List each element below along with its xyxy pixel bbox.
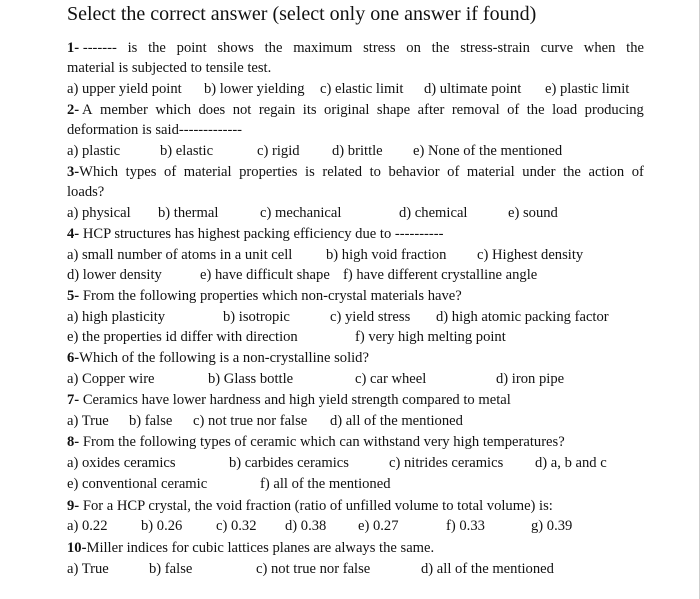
page-title: Select the correct answer (select only one answer if found) [67, 3, 537, 25]
option-a[interactable]: a) high plasticity [67, 309, 166, 325]
question-2-word: shape [376, 102, 411, 118]
option-b[interactable]: b) thermal [158, 205, 219, 221]
question-10-number: 10- [67, 540, 87, 556]
question-3-word: of [631, 164, 644, 180]
question-2-word: its [302, 102, 317, 118]
question-5-text [67, 286, 462, 306]
question-1-word: maximum [293, 40, 353, 56]
question-1-blank: ------- [82, 40, 117, 56]
question-3-word: under [522, 164, 556, 180]
question-3-word: types [125, 164, 157, 180]
question-1-word: is [127, 40, 138, 56]
question-3-word: to [369, 164, 381, 180]
question-2-word: original [324, 102, 370, 118]
option-b[interactable]: b) isotropic [223, 309, 290, 325]
option-b[interactable]: b) false [149, 561, 193, 577]
option-e[interactable]: e) conventional ceramic [67, 476, 208, 492]
option-f[interactable]: f) all of the mentioned [260, 476, 391, 492]
question-8-text [67, 432, 565, 452]
question-9-body: For a HCP crystal, the void fraction (ratio of unfilled volume to total volume) is: [82, 498, 553, 514]
question-3-line-1 [67, 162, 644, 182]
question-1-number: 1- [67, 40, 80, 56]
option-c[interactable]: c) car wheel [355, 371, 427, 387]
option-a[interactable]: a) upper yield point [67, 81, 182, 97]
question-10-text [67, 538, 434, 558]
option-b[interactable]: b) false [129, 413, 173, 429]
option-b[interactable]: b) elastic [160, 143, 214, 159]
question-6-text [67, 348, 369, 368]
question-7-text [67, 390, 511, 410]
option-c[interactable]: c) not true nor false [256, 561, 371, 577]
option-c[interactable]: c) nitrides ceramics [389, 455, 504, 471]
option-c[interactable]: c) mechanical [260, 205, 342, 221]
question-2-word: A [82, 102, 93, 118]
option-d[interactable]: d) brittle [332, 143, 383, 159]
question-2-word: producing [584, 102, 644, 118]
question-3-word: material [183, 164, 232, 180]
option-a[interactable]: a) 0.22 [67, 518, 108, 534]
question-3-word: action [588, 164, 625, 180]
question-4-text [67, 224, 444, 244]
question-1-word: the [264, 40, 283, 56]
option-e[interactable]: e) 0.27 [358, 518, 399, 534]
question-1-word: on [406, 40, 421, 56]
option-d[interactable]: d) all of the mentioned [421, 561, 554, 577]
question-3-lead [67, 162, 118, 182]
option-c[interactable]: c) Highest density [477, 247, 584, 263]
question-3-word: properties [239, 164, 298, 180]
question-1-word: point [176, 40, 207, 56]
question-3-number: 3- [67, 164, 80, 180]
option-d[interactable]: d) 0.38 [285, 518, 327, 534]
option-b[interactable]: b) Glass bottle [208, 371, 294, 387]
option-d[interactable]: d) lower density [67, 267, 162, 283]
option-b[interactable]: b) lower yielding [204, 81, 305, 97]
option-a[interactable]: a) plastic [67, 143, 121, 159]
question-2-word: the [526, 102, 545, 118]
question-2-word: removal [451, 102, 500, 118]
question-3-word: Which [79, 164, 119, 180]
option-d[interactable]: d) a, b and c [535, 455, 607, 471]
option-c[interactable]: c) rigid [257, 143, 300, 159]
question-6-body: Which of the following is a non-crystalline solid? [79, 350, 369, 366]
question-8-number: 8- [67, 434, 80, 450]
question-2-word: load [552, 102, 578, 118]
option-e[interactable]: e) sound [508, 205, 558, 221]
question-2-word: not [232, 102, 252, 118]
question-1-line-1 [67, 38, 644, 58]
question-3-word: of [164, 164, 177, 180]
option-d[interactable]: d) chemical [399, 205, 468, 221]
question-2-word: after [417, 102, 445, 118]
option-d[interactable]: d) all of the mentioned [330, 413, 463, 429]
question-3-word: is [305, 164, 315, 180]
option-f[interactable]: f) have different crystalline angle [343, 267, 538, 283]
question-2-word: does [198, 102, 226, 118]
question-4-number: 4- [67, 226, 80, 242]
option-c[interactable]: c) not true nor false [193, 413, 308, 429]
question-2-word: of [507, 102, 520, 118]
option-b[interactable]: b) high void fraction [326, 247, 447, 263]
question-3-word: material [466, 164, 515, 180]
option-a[interactable]: a) small number of atoms in a unit cell [67, 247, 293, 263]
option-a[interactable]: a) Copper wire [67, 371, 155, 387]
question-1-word: when [583, 40, 616, 56]
option-e[interactable]: e) the properties id differ with direction [67, 329, 298, 345]
question-5-body: From the following properties which non-crystal materials have? [82, 288, 462, 304]
question-9-number: 9- [67, 498, 80, 514]
question-1-word: the [626, 40, 644, 56]
question-3-word: the [563, 164, 581, 180]
question-1-line-2: material is subjected to tensile test. [67, 60, 272, 76]
question-3-word: behavior [388, 164, 440, 180]
option-d[interactable]: d) ultimate point [424, 81, 522, 97]
option-a[interactable]: a) oxides ceramics [67, 455, 176, 471]
question-7-number: 7- [67, 392, 80, 408]
option-f[interactable]: f) 0.33 [446, 518, 485, 534]
question-2-word: which [155, 102, 191, 118]
question-6-number: 6- [67, 350, 80, 366]
option-a[interactable]: a) physical [67, 205, 131, 221]
option-d[interactable]: d) high atomic packing factor [436, 309, 609, 325]
question-8-body: From the following types of ceramic which can withstand very high temperatures? [82, 434, 565, 450]
question-1-word: shows [217, 40, 254, 56]
question-2-lead [67, 100, 93, 120]
question-7-body: Ceramics have lower hardness and high yield strength compared to metal [82, 392, 511, 408]
question-4-body: HCP structures has highest packing efficiency due to ---------- [82, 226, 444, 242]
question-1-word: the [431, 40, 450, 56]
question-2-word: member [100, 102, 148, 118]
question-3-line-2: loads? [67, 184, 105, 200]
question-2-word: regain [258, 102, 296, 118]
question-9-text [67, 496, 553, 516]
option-f[interactable]: f) very high melting point [355, 329, 506, 345]
question-1-word: stress-strain [460, 40, 530, 56]
option-a[interactable]: a) True [67, 413, 109, 429]
option-g[interactable]: g) 0.39 [531, 518, 573, 534]
question-1-word: curve [540, 40, 574, 56]
option-b[interactable]: b) carbides ceramics [229, 455, 349, 471]
option-c[interactable]: c) yield stress [330, 309, 411, 325]
option-a[interactable]: a) True [67, 561, 109, 577]
option-c[interactable]: c) 0.32 [216, 518, 257, 534]
option-e[interactable]: e) plastic limit [545, 81, 630, 97]
question-1-lead [67, 38, 117, 58]
option-b[interactable]: b) 0.26 [141, 518, 183, 534]
question-2-line-1 [67, 100, 644, 120]
option-c[interactable]: c) elastic limit [320, 81, 404, 97]
option-e[interactable]: e) have difficult shape [200, 267, 330, 283]
option-e[interactable]: e) None of the mentioned [413, 143, 563, 159]
question-2-line-2: deformation is said------------- [67, 122, 243, 138]
question-10-body: Miller indices for cubic lattices planes are always the same. [86, 540, 435, 556]
option-d[interactable]: d) iron pipe [496, 371, 565, 387]
question-5-number: 5- [67, 288, 80, 304]
question-1-word: stress [363, 40, 396, 56]
question-3-word: of [447, 164, 460, 180]
question-3-word: related [322, 164, 363, 180]
question-1-word: the [148, 40, 166, 56]
question-2-number: 2- [67, 102, 80, 118]
